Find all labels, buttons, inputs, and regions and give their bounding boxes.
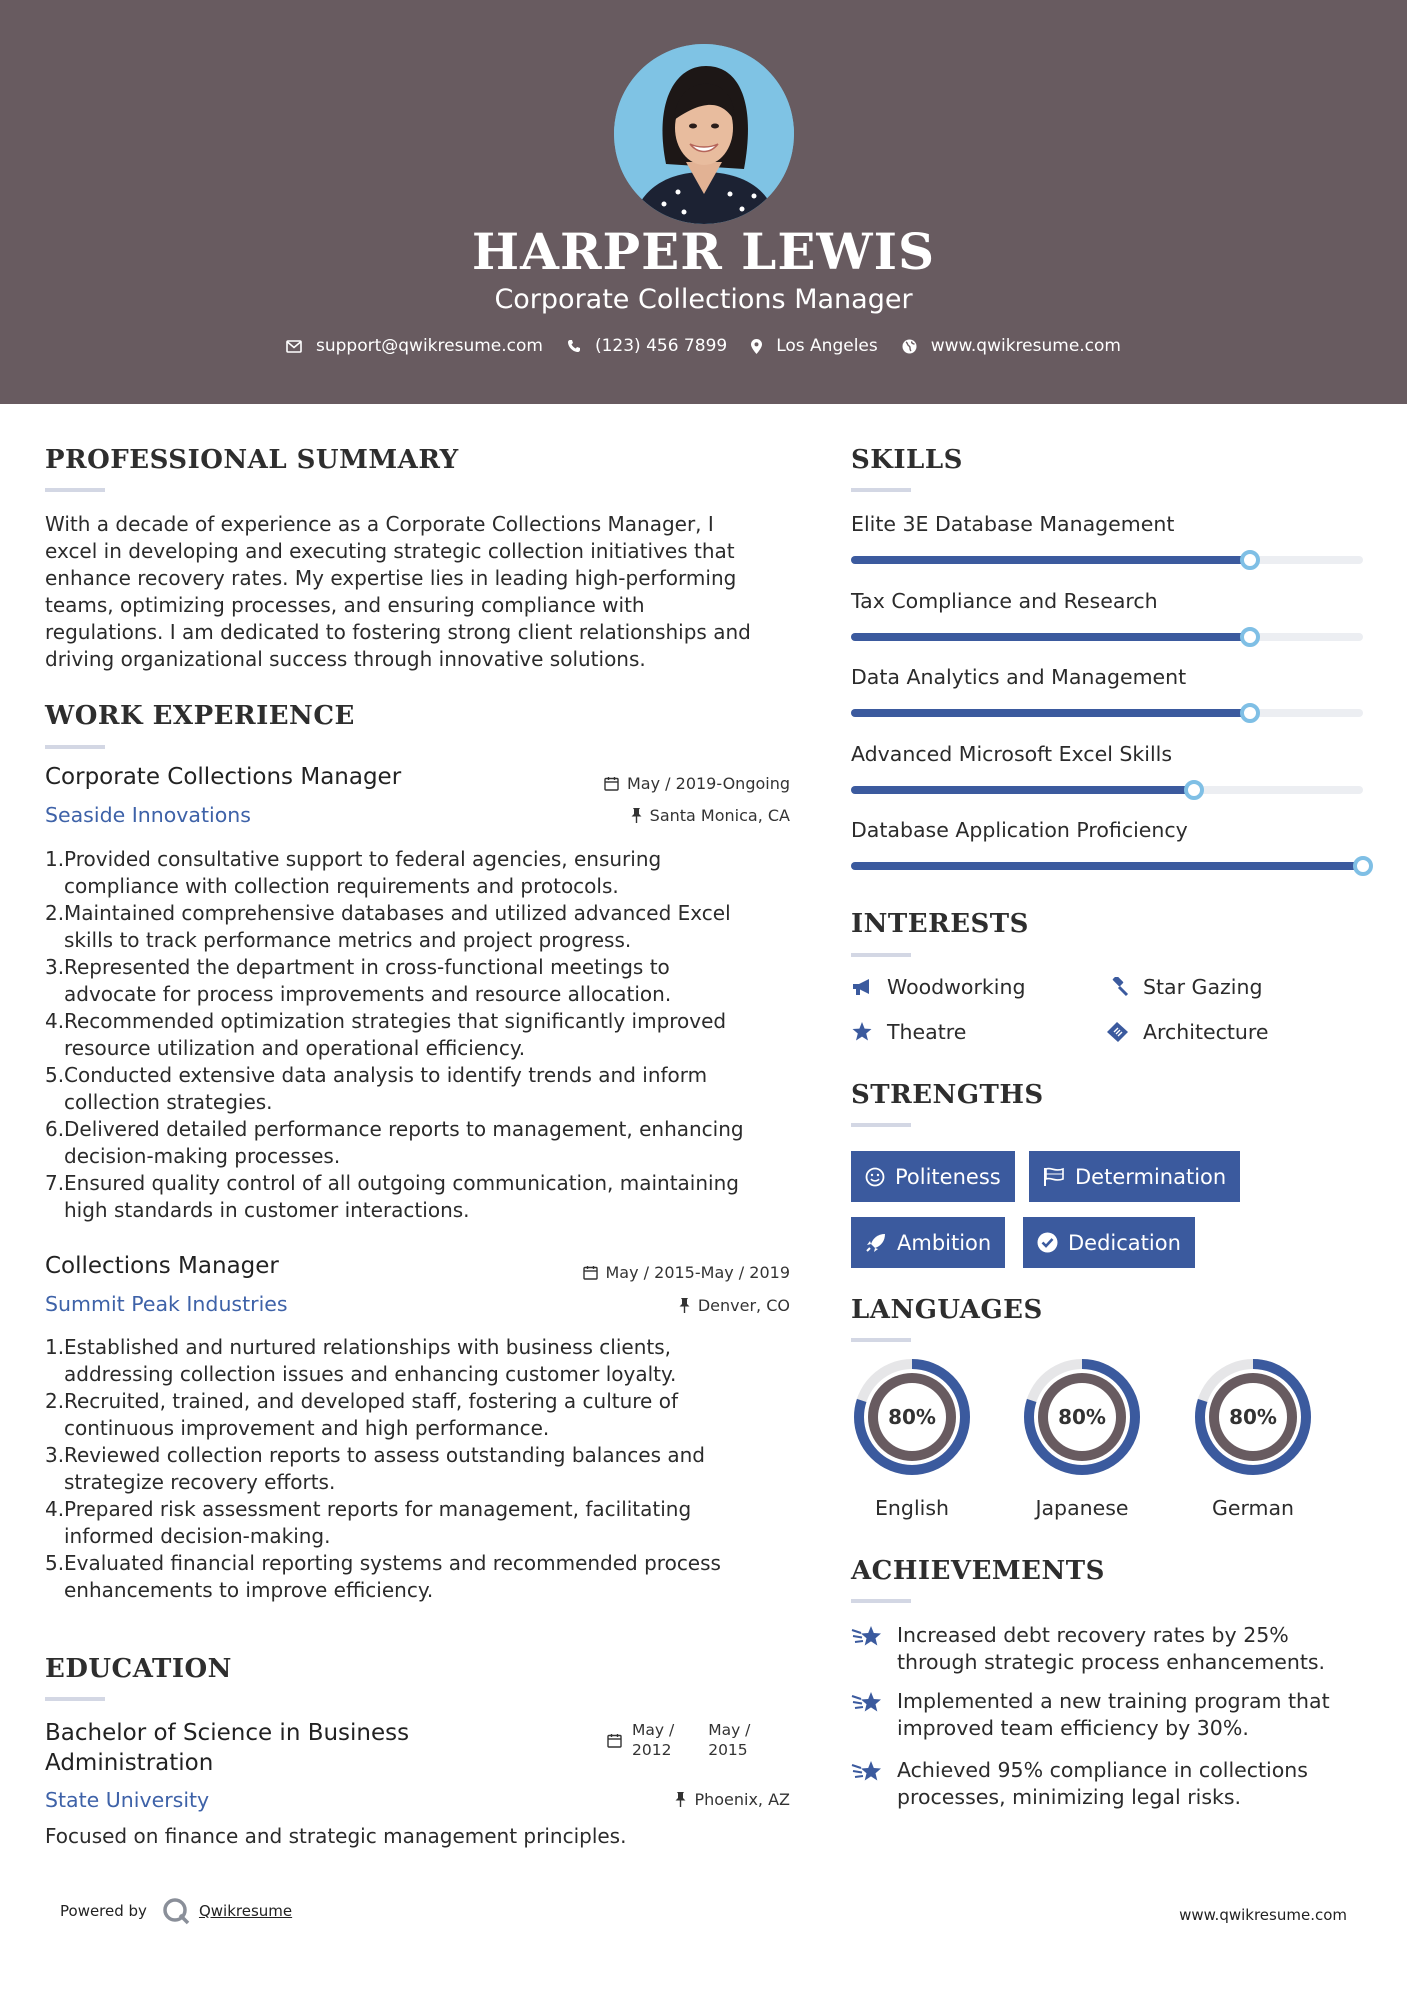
achievement-item <box>851 1757 1371 1811</box>
skill-name: Database Application Proficiency <box>851 818 1188 842</box>
bullet-line: strategize recovery efforts. <box>64 1470 336 1494</box>
summary-line: With a decade of experience as a Corporate Collections Manager, I <box>45 512 714 536</box>
powered-by-text: Powered by <box>60 1902 147 1920</box>
job-title: Collections Manager <box>45 1253 279 1279</box>
skill-bar-track <box>851 709 1363 717</box>
contact-phone-text: (123) 456 7899 <box>594 336 728 356</box>
bullet-number: 5. <box>45 1063 65 1087</box>
skill-bar-knob <box>1184 780 1204 800</box>
bullet-line: Delivered detailed performance reports to management, enhancing <box>64 1117 744 1141</box>
strength-badge <box>851 1217 1005 1268</box>
job-location-text: Denver, CO <box>697 1296 790 1315</box>
job-bullet <box>45 900 815 954</box>
language-name: English <box>874 1496 950 1520</box>
achievement-line: Implemented a new training program that <box>897 1689 1330 1713</box>
job-bullets <box>45 846 815 1224</box>
strength-label: Ambition <box>897 1230 992 1255</box>
experience-heading-rule <box>45 745 105 749</box>
achievement-text <box>897 1622 1325 1676</box>
achievement-line: processes, minimizing legal risks. <box>897 1785 1242 1809</box>
smiley-icon <box>865 1167 885 1187</box>
strength-badge <box>1029 1151 1240 1202</box>
strength-badge <box>1023 1217 1195 1268</box>
contact-website[interactable] <box>902 336 1121 356</box>
bullet-number: 1. <box>45 1335 65 1359</box>
achievements-heading: ACHIEVEMENTS <box>851 1556 1105 1586</box>
job-bullet <box>45 1170 815 1224</box>
bullet-line: Reviewed collection reports to assess outstanding balances and <box>64 1443 705 1467</box>
languages-heading-rule <box>851 1338 911 1342</box>
interests-heading: INTERESTS <box>851 909 1029 939</box>
education-heading: EDUCATION <box>45 1654 232 1684</box>
skill-bar-knob <box>1240 627 1260 647</box>
star-icon <box>851 1022 873 1042</box>
envelope-icon <box>286 340 302 353</box>
date-part: May / <box>632 1721 675 1739</box>
achievement-item <box>851 1622 1371 1676</box>
qwikresume-link[interactable]: Qwikresume <box>198 1902 293 1920</box>
bullet-line: high standards in customer interactions. <box>64 1198 470 1222</box>
achievement-line: improved team efficiency by 30%. <box>897 1716 1249 1740</box>
job-bullet <box>45 1442 815 1496</box>
resume-header <box>0 0 1407 404</box>
bullet-number: 7. <box>45 1171 65 1195</box>
profile-photo-illustration <box>614 44 794 224</box>
qwikresume-logo-icon <box>161 1896 191 1926</box>
summary-text <box>45 511 805 673</box>
globe-icon <box>902 339 917 354</box>
job-bullets <box>45 1334 815 1604</box>
interest-item <box>1107 1020 1269 1044</box>
education-end-date <box>708 1720 750 1760</box>
calendar-icon <box>607 1733 622 1748</box>
pushpin-icon <box>675 1792 686 1807</box>
summary-line: driving organizational success through innovative solutions. <box>45 647 646 671</box>
skill-bar-knob <box>1353 856 1373 876</box>
contact-website-text: www.qwikresume.com <box>930 336 1121 356</box>
bullet-line: skills to track performance metrics and project progress. <box>64 928 632 952</box>
flag-icon <box>1043 1167 1065 1187</box>
job-location-text: Santa Monica, CA <box>649 806 790 825</box>
strengths-heading: STRENGTHS <box>851 1080 1044 1110</box>
interests-heading-rule <box>851 953 911 957</box>
bullet-number: 2. <box>45 1389 65 1413</box>
candidate-role: Corporate Collections Manager <box>494 284 913 315</box>
bullet-number: 3. <box>45 1443 65 1467</box>
strengths-heading-rule <box>851 1123 911 1127</box>
achievement-line: Increased debt recovery rates by 25% <box>897 1623 1289 1647</box>
bullet-line: continuous improvement and high performance. <box>64 1416 550 1440</box>
interest-label: Architecture <box>1143 1020 1269 1044</box>
shooting-star-icon <box>851 1690 883 1716</box>
degree-line: Administration <box>45 1750 214 1776</box>
skills-heading-rule <box>851 488 911 492</box>
job-company: Summit Peak Industries <box>45 1292 288 1316</box>
degree-title <box>45 1718 409 1778</box>
job-date-text: May / 2019-Ongoing <box>627 774 790 793</box>
job-company: Seaside Innovations <box>45 803 251 827</box>
job-bullet <box>45 1334 815 1388</box>
summary-line: regulations. I am dedicated to fostering strong client relationships and <box>45 620 751 644</box>
skill-name: Data Analytics and Management <box>851 665 1187 689</box>
interest-item <box>851 1020 966 1044</box>
summary-heading-rule <box>45 488 105 492</box>
education-location-text: Phoenix, AZ <box>694 1790 790 1809</box>
bullet-line: Prepared risk assessment reports for management, facilitating <box>64 1497 692 1521</box>
summary-line: enhance recovery rates. My expertise lies in leading high-performing <box>45 566 737 590</box>
skill-bar-track <box>851 862 1363 870</box>
summary-line: excel in developing and executing strategic collection initiatives that <box>45 539 735 563</box>
rocket-icon <box>865 1233 887 1253</box>
contact-phone[interactable] <box>567 336 727 356</box>
location-pin-icon <box>751 339 762 354</box>
education-start-date <box>632 1720 674 1760</box>
job-bullet <box>45 1116 815 1170</box>
job-bullet <box>45 1008 815 1062</box>
summary-line: teams, optimizing processes, and ensuring compliance with <box>45 593 645 617</box>
school-name: State University <box>45 1788 210 1812</box>
bullet-line: Evaluated financial reporting systems and recommended process <box>64 1551 721 1575</box>
contact-bar <box>0 336 1407 356</box>
gavel-icon <box>1107 977 1129 997</box>
achievement-line: through strategic process enhancements. <box>897 1650 1326 1674</box>
megaphone-icon <box>851 977 873 997</box>
contact-location-text: Los Angeles <box>776 336 878 356</box>
bullet-line: Established and nurtured relationships with business clients, <box>64 1335 671 1359</box>
job-bullet <box>45 1496 815 1550</box>
skill-bar-track <box>851 556 1363 564</box>
bullet-line: informed decision-making. <box>64 1524 331 1548</box>
achievements-heading-rule <box>851 1599 911 1603</box>
bullet-number: 5. <box>45 1551 65 1575</box>
job-date-text: May / 2015-May / 2019 <box>605 1263 790 1282</box>
education-location <box>480 1790 790 1809</box>
skill-bar-knob <box>1240 703 1260 723</box>
footer-website[interactable]: www.qwikresume.com <box>1179 1906 1347 1924</box>
skills-heading: SKILLS <box>851 445 963 475</box>
ticket-icon <box>1107 1022 1129 1042</box>
bullet-line: compliance with collection requirements and protocols. <box>64 874 619 898</box>
pushpin-icon <box>679 1298 690 1313</box>
skill-bar-fill <box>851 633 1250 641</box>
interest-label: Theatre <box>887 1020 967 1044</box>
job-location <box>480 806 790 825</box>
experience-heading: WORK EXPERIENCE <box>45 701 355 731</box>
language-percent: 80% <box>1058 1405 1106 1429</box>
achievement-text <box>897 1757 1308 1811</box>
language-progress-ring <box>1021 1356 1143 1478</box>
date-part: 2015 <box>708 1741 748 1759</box>
strength-label: Politeness <box>895 1164 1001 1189</box>
bullet-number: 3. <box>45 955 65 979</box>
summary-heading: PROFESSIONAL SUMMARY <box>45 445 459 475</box>
skill-bar-track <box>851 786 1363 794</box>
calendar-icon <box>604 776 619 791</box>
achievement-line: Achieved 95% compliance in collections <box>897 1758 1308 1782</box>
bullet-line: Recommended optimization strategies that significantly improved <box>64 1009 727 1033</box>
contact-email[interactable] <box>286 336 543 356</box>
language-name: Japanese <box>1035 1496 1129 1520</box>
job-bullet <box>45 1388 815 1442</box>
education-dates <box>607 1720 750 1760</box>
date-part: 2012 <box>632 1741 672 1759</box>
check-circle-icon <box>1037 1232 1058 1253</box>
job-bullet <box>45 1550 815 1604</box>
bullet-line: Recruited, trained, and developed staff, fostering a culture of <box>64 1389 678 1413</box>
bullet-line: resource utilization and operational efficiency. <box>64 1036 526 1060</box>
bullet-line: Maintained comprehensive databases and utilized advanced Excel <box>64 901 731 925</box>
bullet-line: Provided consultative support to federal agencies, ensuring <box>64 847 662 871</box>
language-progress-ring <box>1192 1356 1314 1478</box>
strength-label: Determination <box>1075 1164 1227 1189</box>
job-location <box>480 1296 790 1315</box>
footer-powered-by <box>60 1896 292 1926</box>
achievement-text <box>897 1688 1330 1742</box>
job-bullet <box>45 846 815 900</box>
education-description: Focused on finance and strategic management principles. <box>45 1824 627 1848</box>
job-title: Corporate Collections Manager <box>45 764 402 790</box>
bullet-line: decision-making processes. <box>64 1144 341 1168</box>
bullet-number: 6. <box>45 1117 65 1141</box>
date-part: May / <box>708 1721 751 1739</box>
skill-bar-track <box>851 633 1363 641</box>
language-percent: 80% <box>888 1405 936 1429</box>
job-date <box>480 1263 790 1282</box>
bullet-number: 4. <box>45 1497 65 1521</box>
phone-icon <box>567 339 581 353</box>
bullet-number: 2. <box>45 901 65 925</box>
language-name: German <box>1211 1496 1295 1520</box>
degree-line: Bachelor of Science in Business <box>45 1720 410 1746</box>
skill-bar-fill <box>851 786 1194 794</box>
bullet-number: 1. <box>45 847 65 871</box>
skill-bar-knob <box>1240 550 1260 570</box>
skill-name: Tax Compliance and Research <box>851 588 1158 613</box>
shooting-star-icon <box>851 1624 883 1650</box>
pushpin-icon <box>631 808 642 823</box>
skill-name: Elite 3E Database Management <box>851 512 1175 536</box>
bullet-number: 4. <box>45 1009 65 1033</box>
bullet-line: collection strategies. <box>64 1090 273 1114</box>
job-bullet <box>45 954 815 1008</box>
candidate-name: HARPER LEWIS <box>471 222 936 281</box>
skill-bar-fill <box>851 556 1250 564</box>
skill-bar-fill <box>851 862 1363 870</box>
interest-item <box>851 975 1025 999</box>
achievement-item <box>851 1688 1371 1742</box>
interest-item <box>1107 975 1262 999</box>
contact-email-text: support@qwikresume.com <box>316 336 543 356</box>
language-progress-ring <box>851 1356 973 1478</box>
job-date <box>480 774 790 793</box>
calendar-icon <box>583 1265 598 1280</box>
interest-label: Woodworking <box>887 975 1026 999</box>
bullet-line: enhancements to improve efficiency. <box>64 1578 434 1602</box>
job-bullet <box>45 1062 815 1116</box>
skill-name: Advanced Microsoft Excel Skills <box>851 741 1173 766</box>
strength-badge <box>851 1151 1015 1202</box>
bullet-line: addressing collection issues and enhancing customer loyalty. <box>64 1362 677 1386</box>
skill-bar-fill <box>851 709 1250 717</box>
interest-label: Star Gazing <box>1143 975 1263 999</box>
shooting-star-icon <box>851 1759 883 1785</box>
bullet-line: Ensured quality control of all outgoing communication, maintaining <box>64 1171 739 1195</box>
language-percent: 80% <box>1229 1405 1277 1429</box>
languages-heading: LANGUAGES <box>851 1295 1043 1325</box>
bullet-line: advocate for process improvements and resource allocation. <box>64 982 672 1006</box>
strength-label: Dedication <box>1068 1230 1181 1255</box>
contact-location <box>751 336 878 356</box>
bullet-line: Conducted extensive data analysis to identify trends and inform <box>64 1063 708 1087</box>
profile-photo <box>614 44 794 224</box>
education-heading-rule <box>45 1697 105 1701</box>
bullet-line: Represented the department in cross-functional meetings to <box>64 955 670 979</box>
